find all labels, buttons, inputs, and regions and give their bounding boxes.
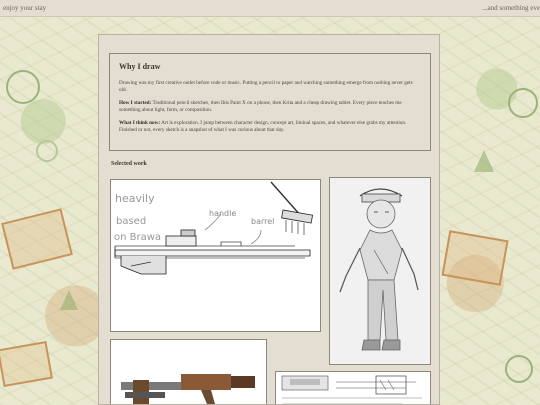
background-laptop-doodle <box>441 230 508 286</box>
selected-work-label: Selected work <box>111 161 147 167</box>
how-text: Traditional pencil sketches, then Ibis Paint X on a phone, then Krita and a cheap drawing tablet. Every piece teaches me something about light, form, or composition. <box>119 99 402 114</box>
background-laptop-doodle <box>0 341 53 387</box>
topbar-right-text: ...and something eve <box>482 4 540 12</box>
sketch-note-on-brawa: on Brawa <box>114 232 162 243</box>
about-paragraph-how <box>119 100 421 115</box>
background-tree-doodle <box>60 290 78 310</box>
about-paragraph-think <box>119 120 421 135</box>
top-bar <box>0 0 540 17</box>
background-laptop-doodle <box>1 208 73 270</box>
character-sketch-image <box>330 178 431 365</box>
background-tree-doodle <box>474 150 494 172</box>
think-text: Art is exploration. I jump between character design, concept art, liminal spaces, and whatever else grabs my attention. Finished or not, every sketch is a snapshot of what I was curious about that day. <box>119 119 407 134</box>
how-label: How I started: <box>119 99 152 106</box>
gun-render-image <box>111 340 267 405</box>
artwork-rifle-sketch[interactable] <box>110 179 321 332</box>
sketch-note-barrel: barrel <box>251 217 275 226</box>
sketch-note-based: based <box>116 216 147 227</box>
artwork-technical-sheet[interactable] <box>275 371 431 405</box>
background-pc-icon-doodle <box>6 70 40 104</box>
about-title: Why I draw <box>119 62 161 71</box>
rifle-sketch-image <box>111 180 321 332</box>
about-box <box>109 53 431 151</box>
topbar-left-text: enjoy your stay <box>3 4 47 12</box>
think-label: What I think now: <box>119 119 161 126</box>
artwork-character-sketch[interactable] <box>329 177 431 365</box>
background-pc-icon-doodle <box>36 140 58 162</box>
background-pc-icon-doodle <box>505 355 533 383</box>
about-paragraph-intro: Drawing was my first creative outlet before code or music. Putting a pencil to paper and watching something emerge from nothing never gets old. <box>119 80 413 94</box>
content-panel[interactable] <box>98 34 440 405</box>
technical-sheet-image <box>276 372 431 405</box>
artwork-gun-render[interactable] <box>110 339 267 405</box>
background-pc-icon-doodle <box>508 88 538 118</box>
sketch-note-handle: handle <box>209 209 237 218</box>
sketch-note-heavily: heavily <box>115 192 155 205</box>
